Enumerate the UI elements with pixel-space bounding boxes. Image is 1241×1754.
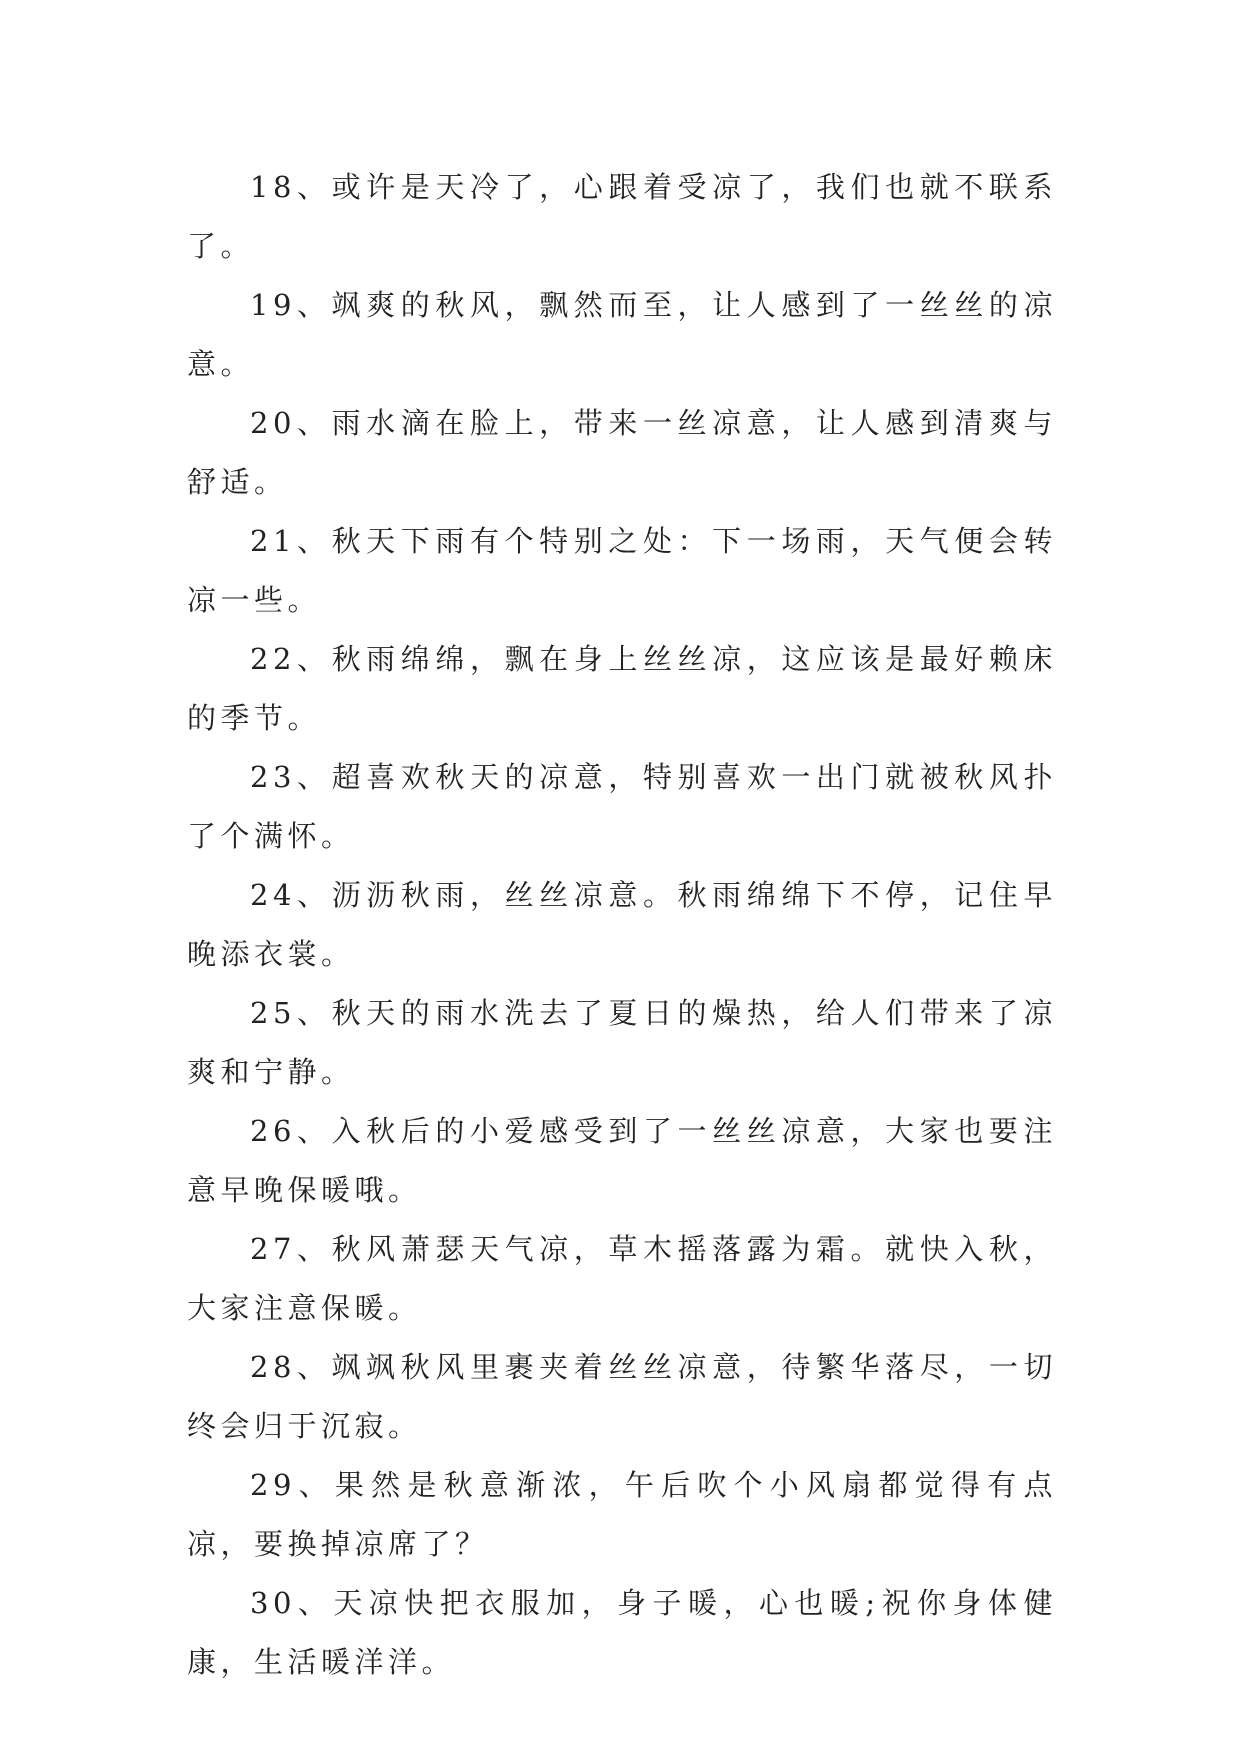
list-item: 27、秋风萧瑟天气凉，草木摇落露为霜。就快入秋，大家注意保暖。 (187, 1232, 1057, 1325)
list-item: 20、雨水滴在脸上，带来一丝凉意，让人感到清爽与舒适。 (187, 406, 1057, 499)
list-item: 29、果然是秋意渐浓，午后吹个小风扇都觉得有点凉，要换掉凉席了？ (187, 1468, 1057, 1561)
list-item: 30、天凉快把衣服加，身子暖，心也暖;祝你身体健康，生活暖洋洋。 (187, 1586, 1057, 1679)
list-item: 23、超喜欢秋天的凉意，特别喜欢一出门就被秋风扑了个满怀。 (187, 760, 1057, 853)
list-item: 24、沥沥秋雨，丝丝凉意。秋雨绵绵下不停，记住早晚添衣裳。 (187, 878, 1057, 971)
document-body (187, 158, 1057, 1692)
list-item: 22、秋雨绵绵，飘在身上丝丝凉，这应该是最好赖床的季节。 (187, 642, 1057, 735)
list-item: 25、秋天的雨水洗去了夏日的燥热，给人们带来了凉爽和宁静。 (187, 996, 1057, 1089)
list-item: 19、飒爽的秋风，飘然而至，让人感到了一丝丝的凉意。 (187, 288, 1057, 381)
list-item: 26、入秋后的小爱感受到了一丝丝凉意，大家也要注意早晚保暖哦。 (187, 1114, 1057, 1207)
list-item: 21、秋天下雨有个特别之处：下一场雨，天气便会转凉一些。 (187, 524, 1057, 617)
list-item: 28、飒飒秋风里裹夹着丝丝凉意，待繁华落尽，一切终会归于沉寂。 (187, 1350, 1057, 1443)
list-item: 18、或许是天冷了，心跟着受凉了，我们也就不联系了。 (187, 170, 1057, 263)
